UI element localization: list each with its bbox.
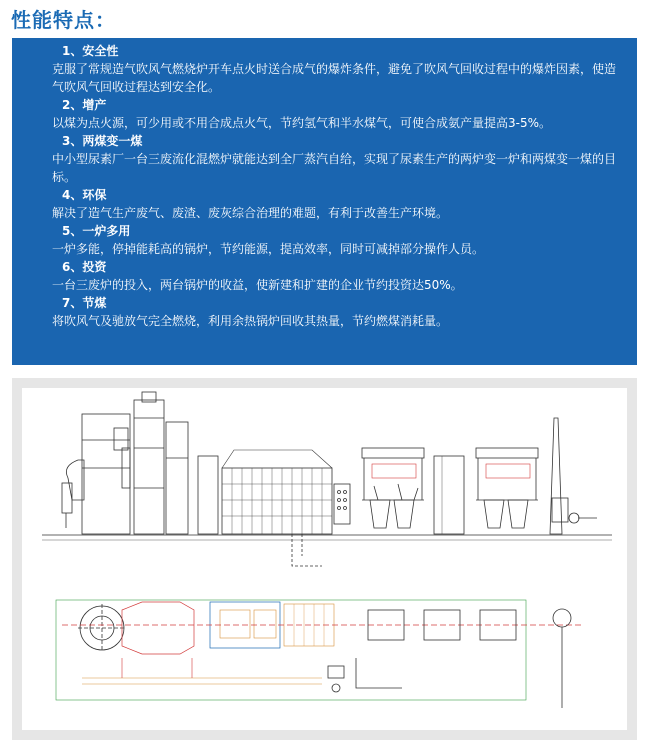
feature-heading: 7、节煤 — [62, 296, 107, 310]
feature-heading: 3、两煤变一煤 — [62, 134, 143, 148]
boiler-tower — [134, 400, 164, 534]
feature-desc: 一台三废炉的投入，两台锅炉的收益，使新建和扩建的企业节约投资达50%。 — [52, 278, 463, 292]
control-panel — [334, 484, 350, 524]
feature-desc: 中小型尿素厂一台三废流化混燃炉就能达到全厂蒸汽自给，实现了尿素生产的两炉变一炉和两煤变一煤的目标。 — [52, 152, 617, 184]
feature-coal-merge — [12, 132, 637, 186]
engineering-drawing — [22, 388, 627, 730]
process-layout-drawing — [22, 388, 627, 730]
dust-collector-1-roof — [362, 448, 424, 458]
feature-heading: 1、安全性 — [62, 44, 119, 58]
feature-heading: 5、一炉多用 — [62, 224, 131, 238]
feature-desc: 以煤为点火源，可少用或不用合成点火气，节约氢气和半水煤气，可使合成氨产量提高3-5%。 — [52, 116, 552, 130]
exchanger-col — [198, 456, 218, 534]
feature-multi-use — [12, 222, 637, 258]
site-boundary — [56, 600, 526, 700]
feature-production — [12, 96, 637, 132]
feature-desc: 一炉多能，停掉能耗高的锅炉，节约能源，提高效率，同时可减掉部分操作人员。 — [52, 242, 485, 256]
heat-exchanger — [222, 468, 332, 534]
feature-desc: 将吹风气及驰放气完全燃烧，利用余热锅炉回收其热量，节约燃煤消耗量。 — [52, 314, 449, 328]
page-title: 性能特点： — [11, 8, 116, 32]
plan-view — [56, 600, 582, 708]
feature-desc: 解决了造气生产废气、废渣、废灰综合治理的难题，有利于改善生产环境。 — [52, 206, 449, 220]
stack-plan — [553, 609, 571, 627]
dust-collector-2-roof — [476, 448, 538, 458]
feature-heading: 2、增产 — [62, 98, 107, 112]
feature-panel — [12, 38, 637, 365]
feature-heading: 6、投资 — [62, 260, 107, 274]
feature-desc: 克服了常规造气吹风气燃烧炉开车点火时送合成气的爆炸条件，避免了吹风气回收过程中的爆炸因素，使造气吹风气回收过程达到安全化。 — [52, 62, 617, 94]
feature-coal-saving — [12, 294, 637, 330]
feature-safety — [12, 42, 637, 96]
middle-building — [434, 456, 464, 534]
furnace-plan — [122, 602, 194, 654]
feature-investment — [12, 258, 637, 294]
feature-environment — [12, 186, 637, 222]
feature-heading: 4、环保 — [62, 188, 107, 202]
cyclone-duct — [66, 460, 84, 500]
elevation-view — [42, 392, 612, 566]
furnace-tower — [82, 414, 130, 534]
diagram-frame — [12, 378, 637, 740]
feature-list — [12, 42, 637, 330]
